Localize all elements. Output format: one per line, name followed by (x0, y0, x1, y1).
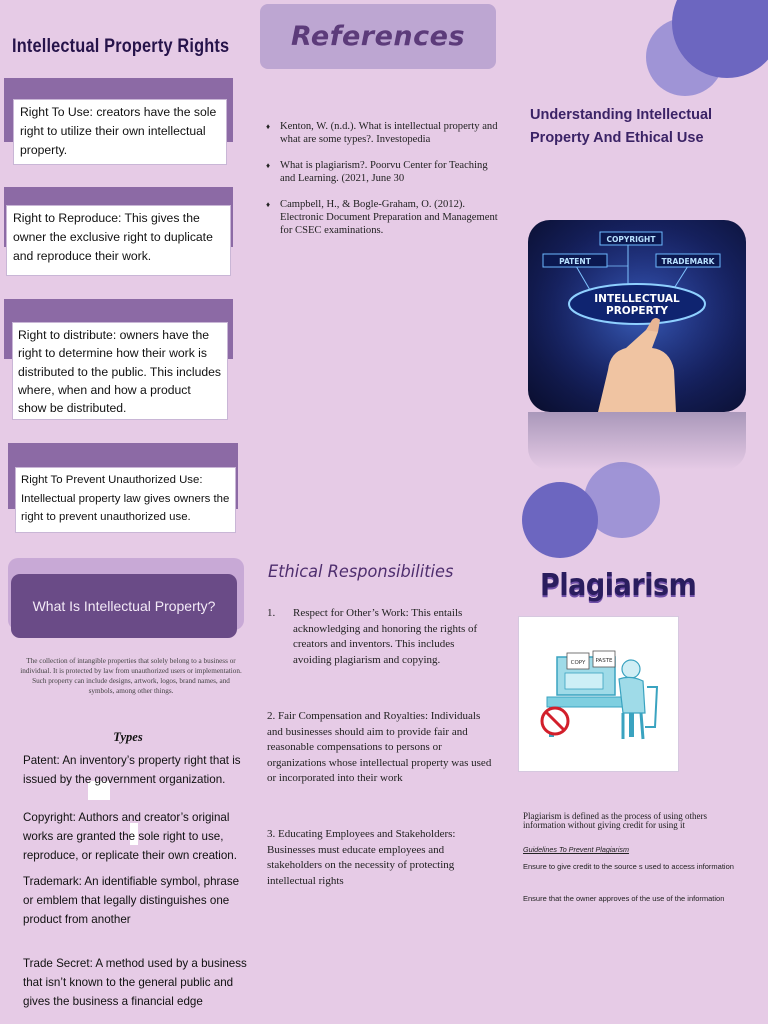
references-list (264, 120, 504, 250)
ipr-title: Intellectual Property Rights (12, 36, 230, 57)
type-patent: Patent: An inventory’s property right that is issued by the government organization. (23, 754, 241, 786)
right-to-distribute-text: Right to distribute: owners have the right to determine how their work is distributed to the public. This includes where, when and how a product show be distributed. (18, 328, 222, 416)
ethical-item-text: 2. Fair Compensation and Royalties: Individuals and businesses should aim to provide fair and reasonable compensations to persons or organizations whose intellectual property was used or incorporated into their work (267, 710, 492, 784)
types-title: Types (113, 730, 143, 744)
svg-text:PATENT: PATENT (559, 257, 591, 266)
plagiarism-definition: Plagiarism is defined as the process of using others information without giving credit for using it (523, 811, 707, 830)
svg-text:INTELLECTUAL: INTELLECTUAL (594, 293, 680, 305)
diamond-bullet-icon: ♦ (266, 161, 271, 170)
right-to-use-text: Right To Use: creators have the sole right to utilize their own intellectual property. (20, 105, 217, 157)
ethical-item-3 (267, 827, 495, 889)
what-is-ip-title: What Is Intellectual Property? (32, 598, 216, 614)
svg-text:COPYRIGHT: COPYRIGHT (606, 235, 656, 244)
decor-circle-mid-dark (522, 482, 598, 558)
reference-item: ♦ Kenton, W. (n.d.). What is intellectual property and what are some types?. Investopedia (266, 121, 498, 145)
copy-paste-illustration-icon (519, 617, 678, 771)
type-trade-secret: Trade Secret: A method used by a business that isn’t known to the general public and gives the business a financial edge (23, 957, 247, 1008)
reference-item: ♦ Campbell, H., & Bogle-Graham, O. (2012). Electronic Document Preparation and Management for CSEC examinations. (266, 199, 498, 236)
reference-item: ♦ What is plagiarism?. Poorvu Center for Teaching and Learning. (2021, June 30 (266, 160, 488, 184)
ethical-item-number: 1. (267, 607, 276, 619)
ethical-title: Ethical Responsibilities (268, 562, 454, 582)
right-to-prevent-box (15, 467, 236, 533)
right-to-use-box (13, 99, 227, 165)
what-is-ip-description: The collection of intangible properties that solely belong to a business or individual. It is protected by law from unauthorized users or implementation. Such property can include designs, artwork, logos, brand names, and symbols, among other things. (20, 657, 242, 695)
ethical-item-2 (267, 709, 495, 787)
ip-illustration-icon (528, 220, 746, 412)
svg-text:PROPERTY: PROPERTY (606, 305, 668, 317)
type-trademark: Trademark: An identifiable symbol, phrase or emblem that legally distinguishes one product from another (23, 875, 240, 926)
right-to-reproduce-text: Right to Reproduce: This gives the owner the exclusive right to duplicate and reproduce their work. (13, 211, 213, 263)
svg-text:PASTE: PASTE (595, 658, 613, 664)
ip-image-reflection (528, 412, 746, 470)
svg-text:COPY: COPY (570, 660, 586, 666)
references-heading-box (260, 4, 496, 69)
type-copyright: Copyright: Authors and creator’s original works are granted the sole right to use, reproduce, or replicate their own creation. (23, 811, 237, 862)
understanding-title: Understanding Intellectual Property And Ethical Use (530, 107, 713, 146)
references-title: References (290, 21, 466, 52)
ethical-item-text: Respect for Other’s Work: This entails acknowledging and honoring the rights of creators and inventors. This includes avoiding plagiarism and copying. (293, 607, 478, 666)
right-to-prevent-text: Right To Prevent Unauthorized Use: Intellectual property law gives owners the right to prevent unauthorized use. (21, 474, 230, 523)
svg-text:TRADEMARK: TRADEMARK (661, 257, 715, 266)
diamond-bullet-icon: ♦ (266, 122, 271, 131)
guideline-item: Ensure that the owner approves of the use of the information (523, 894, 725, 903)
ethical-item-text: 3. Educating Employees and Stakeholders: Businesses must educate employees and stakeholders on the necessity of protecting intellectual rights (267, 828, 456, 887)
what-is-ip-heading (11, 574, 237, 638)
intellectual-property-image (528, 220, 746, 412)
plagiarism-title: Plagiarism (540, 568, 697, 603)
ethical-item-1 (267, 606, 495, 668)
guidelines-title: Guidelines To Prevent Plagiarism (523, 845, 630, 854)
right-to-distribute-box (12, 322, 228, 420)
plagiarism-image (518, 616, 679, 772)
right-to-reproduce-box (6, 205, 231, 276)
guideline-item: Ensure to give credit to the source s used to access information (523, 862, 734, 871)
diamond-bullet-icon: ♦ (266, 200, 271, 209)
